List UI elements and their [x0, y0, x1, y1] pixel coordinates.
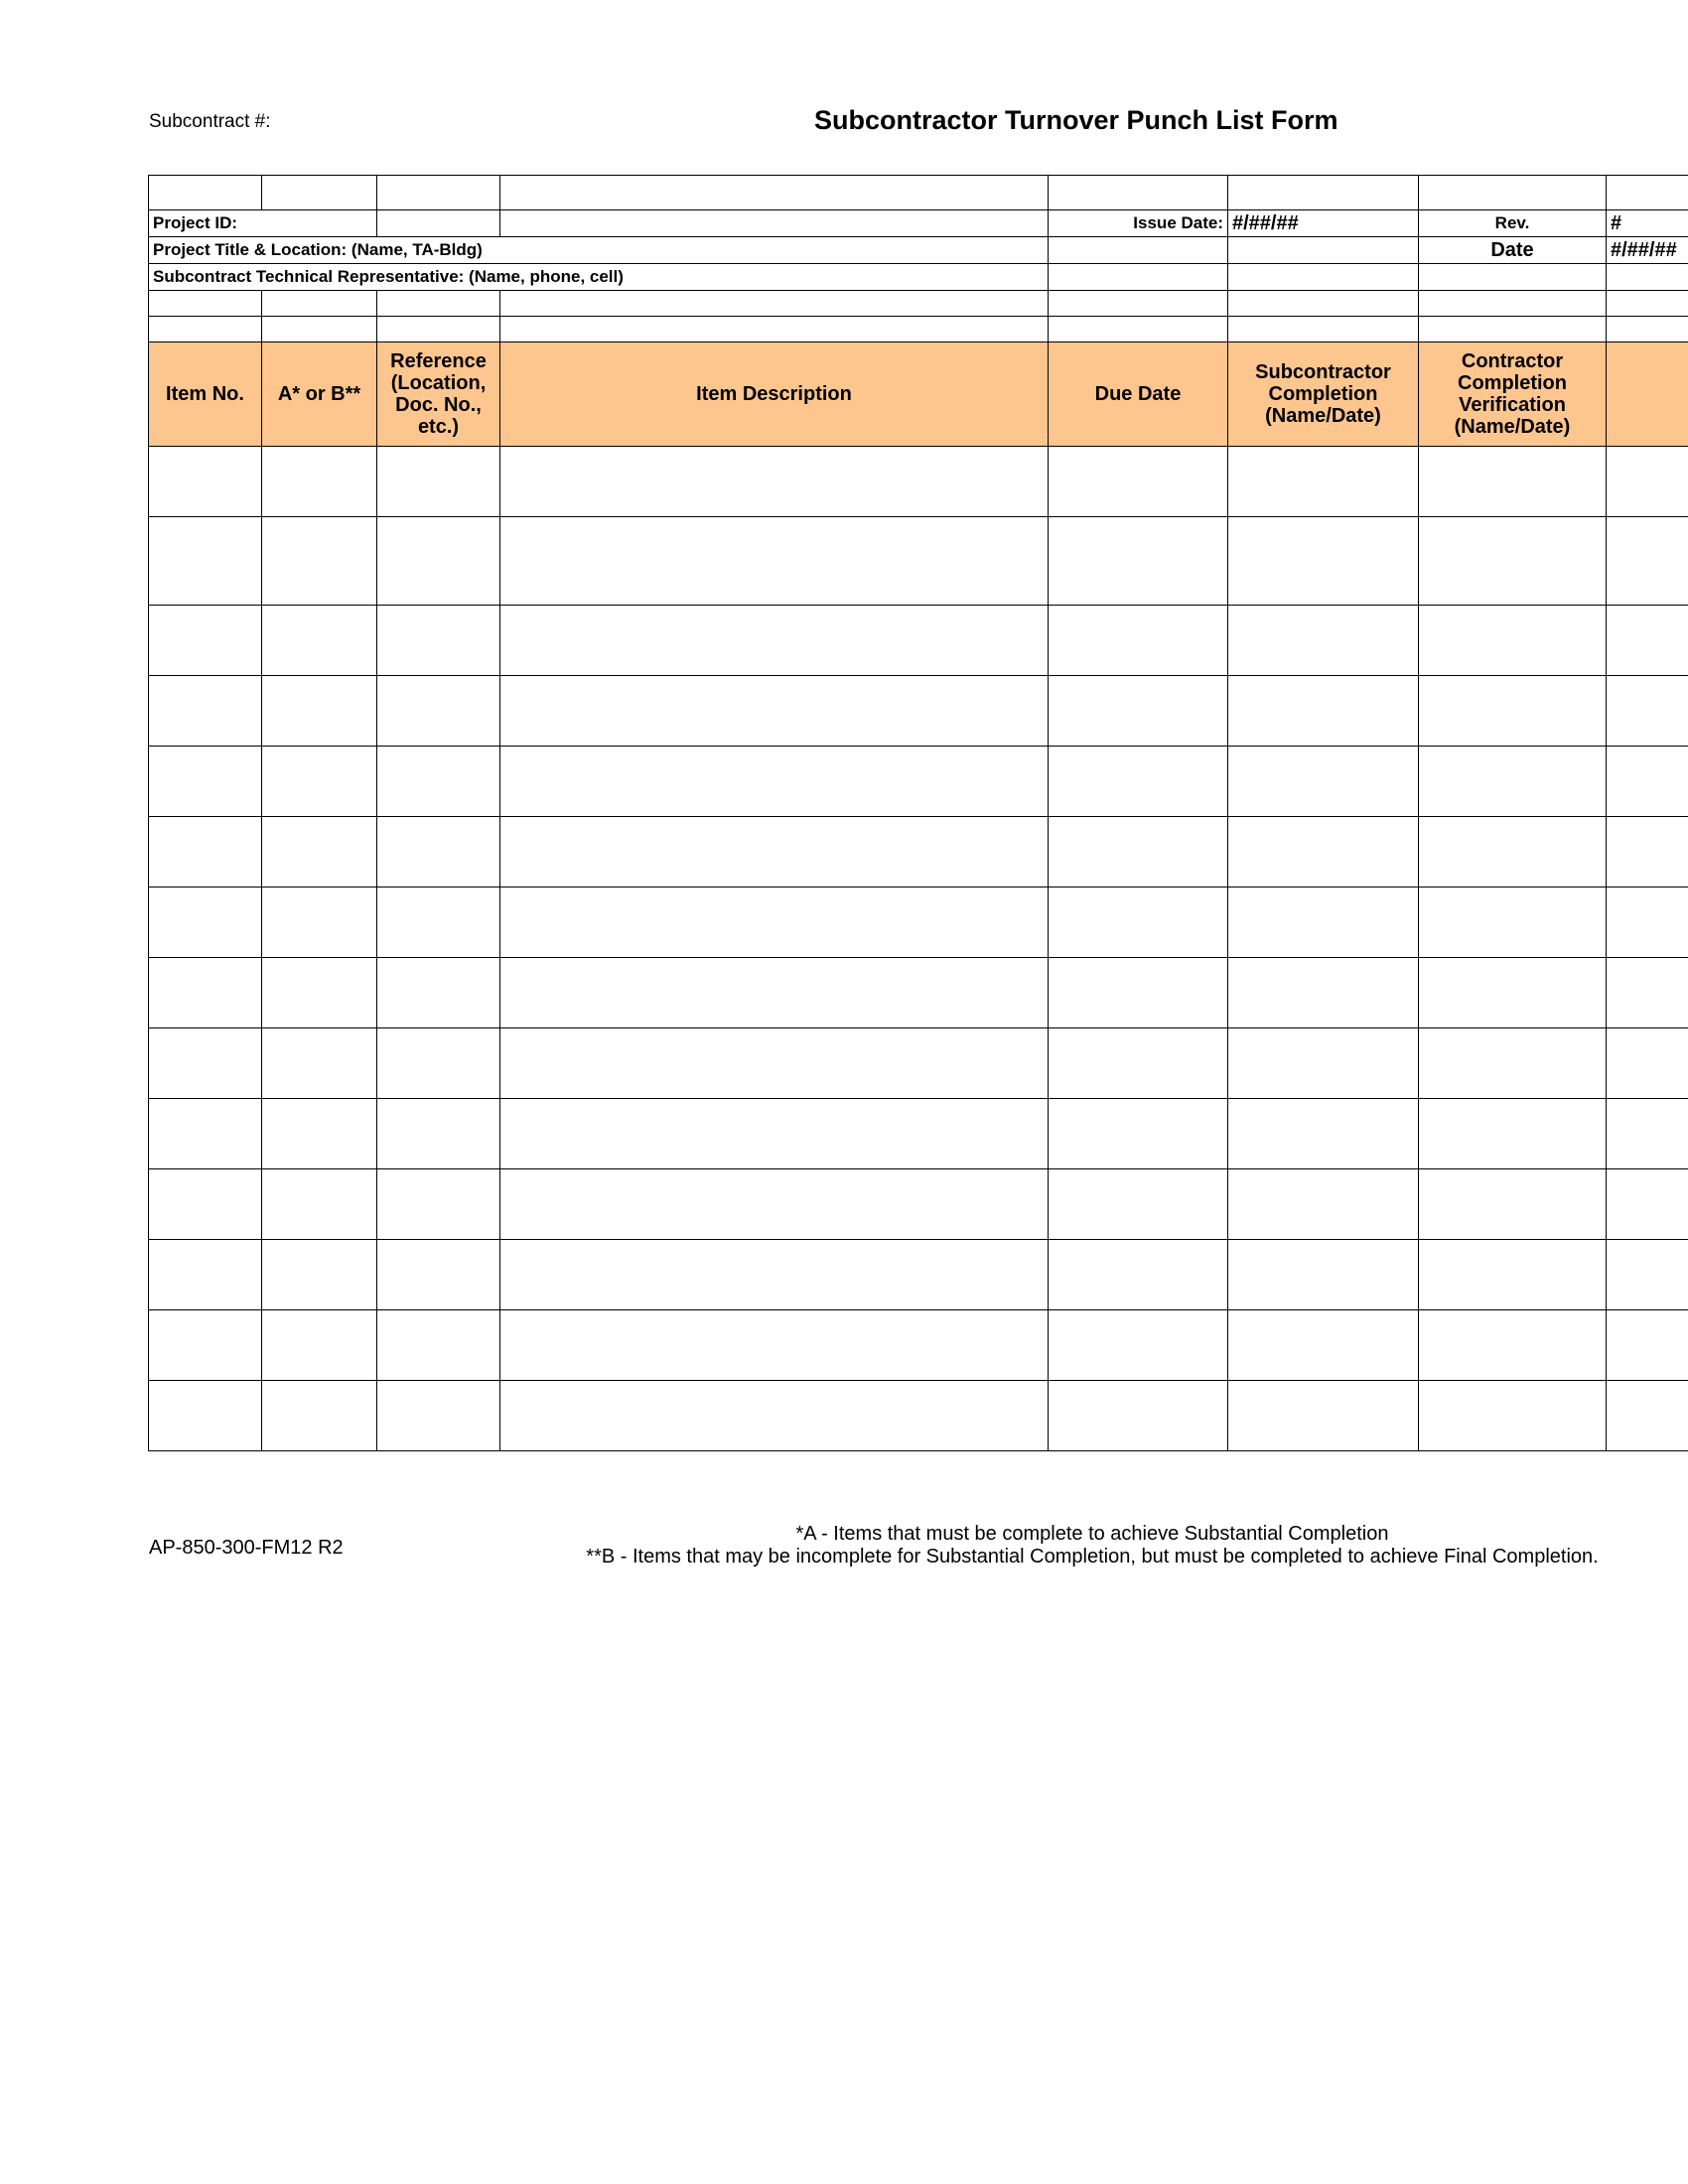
item-cell[interactable] [1607, 1169, 1688, 1240]
item-cell[interactable] [1607, 1381, 1688, 1451]
item-cell[interactable] [1419, 1240, 1607, 1310]
item-cell[interactable] [1419, 676, 1607, 747]
item-cell[interactable] [500, 958, 1049, 1028]
issue-date-label: Issue Date: [1049, 210, 1228, 237]
item-cell[interactable] [1607, 1310, 1688, 1381]
blank-cell[interactable] [1228, 176, 1419, 210]
item-cell[interactable] [1228, 887, 1419, 958]
blank-row [149, 317, 1688, 342]
item-cell[interactable] [1228, 1310, 1419, 1381]
item-cell[interactable] [149, 887, 262, 958]
item-cell[interactable] [500, 606, 1049, 676]
item-cell[interactable] [149, 817, 262, 887]
item-cell[interactable] [377, 517, 500, 606]
item-cell[interactable] [1228, 606, 1419, 676]
item-cell[interactable] [262, 676, 377, 747]
project-id-field-extra[interactable] [500, 210, 1049, 237]
item-cell[interactable] [1419, 1381, 1607, 1451]
blank-cell[interactable] [262, 291, 377, 317]
item-cell[interactable] [377, 447, 500, 517]
item-cell[interactable] [500, 1099, 1049, 1169]
blank-cell[interactable] [1419, 291, 1607, 317]
footnote-a: *A - Items that must be complete to achieve Substantial Completion [795, 1523, 1389, 1545]
table-row [149, 817, 1688, 887]
item-cell[interactable] [1228, 676, 1419, 747]
punch-list-form [148, 175, 1688, 1456]
punch-list-table [148, 175, 1688, 1451]
item-cell[interactable] [500, 747, 1049, 817]
item-cell[interactable] [149, 1310, 262, 1381]
item-cell[interactable] [149, 1240, 262, 1310]
item-cell[interactable] [1419, 887, 1607, 958]
table-row [149, 958, 1688, 1028]
item-cell[interactable] [377, 1099, 500, 1169]
item-cell[interactable] [149, 1028, 262, 1099]
table-row [149, 1381, 1688, 1451]
blank-cell[interactable] [149, 176, 262, 210]
item-cell[interactable] [149, 447, 262, 517]
rev-field[interactable]: # [1607, 210, 1688, 237]
item-cell[interactable] [262, 1240, 377, 1310]
item-cell[interactable] [1049, 517, 1228, 606]
item-cell[interactable] [1049, 1099, 1228, 1169]
item-cell[interactable] [1049, 676, 1228, 747]
item-cell[interactable] [1049, 1381, 1228, 1451]
blank-cell[interactable] [1228, 291, 1419, 317]
item-cell[interactable] [1419, 747, 1607, 817]
item-cell[interactable] [500, 887, 1049, 958]
project-id-field[interactable] [377, 210, 500, 237]
blank-cell[interactable] [1607, 317, 1688, 342]
issue-date-field[interactable]: #/##/## [1228, 210, 1419, 237]
item-cell[interactable] [500, 1169, 1049, 1240]
table-row [149, 1310, 1688, 1381]
item-cell[interactable] [377, 1169, 500, 1240]
item-cell[interactable] [149, 1099, 262, 1169]
item-cell[interactable] [1228, 747, 1419, 817]
item-cell[interactable] [377, 958, 500, 1028]
column-header-extra [1607, 342, 1688, 447]
table-row [149, 747, 1688, 817]
item-cell[interactable] [262, 887, 377, 958]
column-header-item-no: Item No. [149, 342, 262, 447]
blank-cell[interactable] [1049, 317, 1228, 342]
blank-cell[interactable] [1228, 317, 1419, 342]
item-cell[interactable] [1228, 1028, 1419, 1099]
blank-cell[interactable] [377, 317, 500, 342]
item-cell[interactable] [149, 606, 262, 676]
table-row [149, 517, 1688, 606]
column-header-row [149, 342, 1688, 447]
item-cell[interactable] [262, 817, 377, 887]
column-header-a-or-b: A* or B** [262, 342, 377, 447]
item-cell[interactable] [1607, 958, 1688, 1028]
item-cell[interactable] [500, 817, 1049, 887]
project-id-label: Project ID: [149, 210, 377, 237]
item-cell[interactable] [500, 1028, 1049, 1099]
column-header-reference: Reference (Location, Doc. No., etc.) [377, 342, 500, 447]
project-title-field[interactable] [1049, 237, 1228, 264]
blank-cell[interactable] [377, 176, 500, 210]
item-cell[interactable] [1049, 447, 1228, 517]
blank-cell[interactable] [1607, 176, 1688, 210]
item-cell[interactable] [262, 447, 377, 517]
item-cell[interactable] [149, 676, 262, 747]
item-cell[interactable] [262, 958, 377, 1028]
item-cell[interactable] [377, 887, 500, 958]
item-cell[interactable] [1228, 817, 1419, 887]
item-cell[interactable] [149, 958, 262, 1028]
footnote-b: **B - Items that may be incomplete for Substantial Completion, but must be completed to achieve Final Completion. [586, 1546, 1599, 1568]
item-cell[interactable] [1228, 447, 1419, 517]
item-cell[interactable] [1049, 887, 1228, 958]
item-cell[interactable] [1228, 1240, 1419, 1310]
item-cell[interactable] [1607, 817, 1688, 887]
item-cell[interactable] [1607, 1028, 1688, 1099]
item-cell[interactable] [377, 1240, 500, 1310]
item-cell[interactable] [1419, 1310, 1607, 1381]
date-label: Date [1419, 237, 1607, 264]
table-row [149, 887, 1688, 958]
item-cell[interactable] [262, 606, 377, 676]
item-cell[interactable] [262, 747, 377, 817]
item-cell[interactable] [500, 447, 1049, 517]
blank-cell[interactable] [1607, 291, 1688, 317]
item-cell[interactable] [500, 1381, 1049, 1451]
table-row [149, 1099, 1688, 1169]
blank-cell[interactable] [500, 291, 1049, 317]
item-cell[interactable] [500, 1310, 1049, 1381]
subcontract-number-label: Subcontract #: [149, 111, 271, 132]
item-cell[interactable] [377, 676, 500, 747]
item-cell[interactable] [1049, 1240, 1228, 1310]
item-cell[interactable] [500, 676, 1049, 747]
item-cell[interactable] [1049, 817, 1228, 887]
project-id-row [149, 210, 1688, 237]
blank-cell[interactable] [149, 317, 262, 342]
project-title-row [149, 237, 1688, 264]
date-field[interactable]: #/##/## [1607, 237, 1688, 264]
blank-row [149, 176, 1688, 210]
column-header-item-description: Item Description [500, 342, 1049, 447]
item-cell[interactable] [1228, 1169, 1419, 1240]
item-cell[interactable] [1607, 1240, 1688, 1310]
str-label: Subcontract Technical Representative: (Name, phone, cell) [149, 264, 1049, 291]
blank-cell[interactable] [1419, 176, 1607, 210]
item-cell[interactable] [1049, 1169, 1228, 1240]
column-header-contractor-verification: Contractor Completion Verification (Name/Date) [1419, 342, 1607, 447]
str-field[interactable] [1228, 264, 1419, 291]
blank-cell[interactable] [149, 291, 262, 317]
item-cell[interactable] [149, 1169, 262, 1240]
item-cell[interactable] [1419, 447, 1607, 517]
blank-row [149, 291, 1688, 317]
str-row [149, 264, 1688, 291]
item-cell[interactable] [1419, 1169, 1607, 1240]
form-code: AP-850-300-FM12 R2 [149, 1537, 344, 1559]
item-cell[interactable] [149, 747, 262, 817]
item-cell[interactable] [1607, 517, 1688, 606]
item-cell[interactable] [377, 1381, 500, 1451]
item-cell[interactable] [500, 1240, 1049, 1310]
item-cell[interactable] [1607, 676, 1688, 747]
table-row [149, 606, 1688, 676]
item-cell[interactable] [262, 1381, 377, 1451]
item-cell[interactable] [262, 1169, 377, 1240]
item-cell[interactable] [1419, 1099, 1607, 1169]
blank-cell[interactable] [1049, 176, 1228, 210]
item-cell[interactable] [262, 1310, 377, 1381]
item-cell[interactable] [1228, 1099, 1419, 1169]
rev-label: Rev. [1419, 210, 1607, 237]
item-cell[interactable] [1049, 606, 1228, 676]
item-cell[interactable] [1228, 958, 1419, 1028]
item-cell[interactable] [1419, 1028, 1607, 1099]
item-cell[interactable] [1607, 747, 1688, 817]
blank-cell[interactable] [1049, 291, 1228, 317]
item-cell[interactable] [1228, 517, 1419, 606]
table-row [149, 447, 1688, 517]
str-field[interactable] [1607, 264, 1688, 291]
item-cell[interactable] [1228, 1381, 1419, 1451]
item-cell[interactable] [377, 1028, 500, 1099]
item-cell[interactable] [149, 1381, 262, 1451]
table-row [149, 1169, 1688, 1240]
table-row [149, 1240, 1688, 1310]
table-row [149, 1028, 1688, 1099]
project-title-label: Project Title & Location: (Name, TA-Bldg) [149, 237, 1049, 264]
item-cell[interactable] [262, 1028, 377, 1099]
item-cell[interactable] [1419, 517, 1607, 606]
item-cell[interactable] [1607, 887, 1688, 958]
table-row [149, 676, 1688, 747]
item-cell[interactable] [1419, 958, 1607, 1028]
blank-cell[interactable] [262, 317, 377, 342]
item-cell[interactable] [262, 1099, 377, 1169]
item-cell[interactable] [377, 1310, 500, 1381]
project-title-field-extra[interactable] [1228, 237, 1419, 264]
item-cell[interactable] [1049, 1028, 1228, 1099]
blank-cell[interactable] [500, 176, 1049, 210]
footnotes [556, 1523, 1628, 1569]
blank-cell[interactable] [262, 176, 377, 210]
blank-cell[interactable] [1419, 317, 1607, 342]
item-cell[interactable] [262, 517, 377, 606]
item-cell[interactable] [1419, 606, 1607, 676]
item-cell[interactable] [377, 747, 500, 817]
column-header-subcontractor-completion: Subcontractor Completion (Name/Date) [1228, 342, 1419, 447]
item-cell[interactable] [377, 817, 500, 887]
form-title: Subcontractor Turnover Punch List Form [814, 105, 1338, 135]
item-cell[interactable] [149, 517, 262, 606]
item-cell[interactable] [1049, 958, 1228, 1028]
str-field[interactable] [1419, 264, 1607, 291]
item-cell[interactable] [1419, 817, 1607, 887]
item-cell[interactable] [1607, 606, 1688, 676]
item-cell[interactable] [1607, 1099, 1688, 1169]
blank-cell[interactable] [500, 317, 1049, 342]
item-cell[interactable] [1049, 1310, 1228, 1381]
str-field[interactable] [1049, 264, 1228, 291]
item-cell[interactable] [377, 606, 500, 676]
item-cell[interactable] [500, 517, 1049, 606]
item-cell[interactable] [1607, 447, 1688, 517]
blank-cell[interactable] [377, 291, 500, 317]
column-header-due-date: Due Date [1049, 342, 1228, 447]
item-cell[interactable] [1049, 747, 1228, 817]
